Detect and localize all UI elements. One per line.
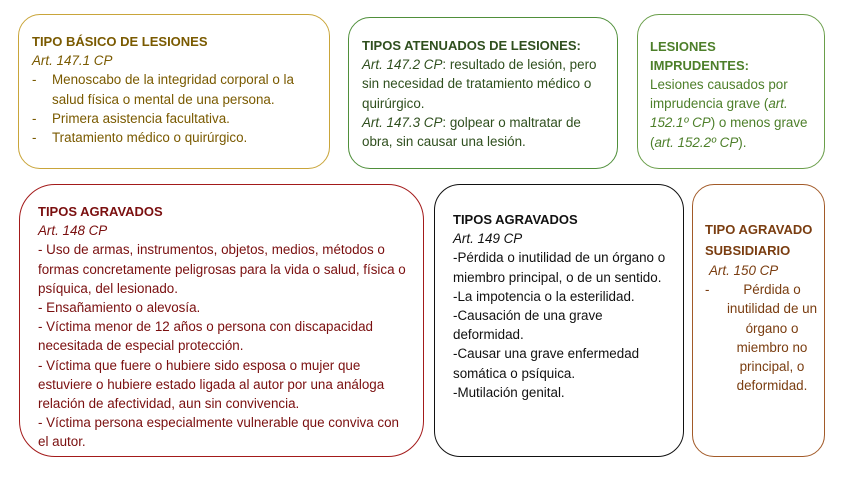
article-reference: Art. 147.3 CP xyxy=(362,114,443,130)
box-title: TIPOS AGRAVADOS xyxy=(38,204,163,219)
article-reference: Art. 148 CP xyxy=(38,223,108,239)
list-item: -Causación de una grave deformidad. xyxy=(453,308,603,343)
list-item: - Menoscabo de la integridad corporal o la salud física o mental de una persona. xyxy=(32,70,319,108)
article-reference: art. 152.1º CP xyxy=(650,96,788,131)
paragraph-text: : resultado de lesión, pero sin necesidad de tratamiento médico o quirúrgico. xyxy=(362,57,597,111)
article-reference: art. 152.2º CP xyxy=(654,134,739,150)
paragraph xyxy=(650,75,814,152)
list-item: - Víctima menor de 12 años o persona con discapacidad necesitada de especial protección. xyxy=(38,319,373,354)
list-item: -La impotencia o la esterilidad. xyxy=(453,288,635,304)
list-item: -Mutilación genital. xyxy=(453,384,565,400)
paragraph xyxy=(362,113,609,151)
paragraph-text: Lesiones causados por imprudencia grave ( xyxy=(650,77,788,112)
item-list xyxy=(705,280,818,395)
paragraph-text: : golpear o maltratar de obra, sin causar una lesión. xyxy=(362,114,581,150)
box-title: TIPOS ATENUADOS DE LESIONES: xyxy=(362,38,581,53)
article-reference: Art. 149 CP xyxy=(453,231,523,247)
box-lesiones-imprudentes xyxy=(637,14,825,169)
article-reference: Art. 147.2 CP xyxy=(362,57,443,73)
list-item: - Víctima persona especialmente vulnerable que conviva con el autor. xyxy=(38,415,400,450)
box-title: TIPO BÁSICO DE LESIONES xyxy=(32,34,208,49)
list-item: - Tratamiento médico o quirúrgico. xyxy=(32,128,319,147)
list-item: -Pérdida o inutilidad de un órgano o miembro principal, o de un sentido. xyxy=(453,250,666,285)
article-reference: Art. 150 CP xyxy=(709,263,779,278)
list-item: - Primera asistencia facultativa. xyxy=(32,109,319,128)
box-title: TIPO AGRAVADO SUBSIDIARIO xyxy=(705,222,813,258)
box-title: LESIONES IMPRUDENTES: xyxy=(650,39,749,73)
box-tipo-basico xyxy=(18,14,330,169)
list-item: -Causar una grave enfermedad somática o psíquica. xyxy=(453,346,640,381)
paragraph xyxy=(362,55,609,113)
article-reference: Art. 147.1 CP xyxy=(32,53,113,69)
box-title: TIPOS AGRAVADOS xyxy=(453,212,578,227)
box-tipos-agravados-149 xyxy=(434,184,684,457)
box-tipos-atenuados xyxy=(348,17,618,169)
list-item: - Pérdida o inutilidad de un órgano o miembro no principal, o deformidad. xyxy=(705,280,818,395)
box-tipos-agravados-148 xyxy=(19,184,424,457)
list-item: - Ensañamiento o alevosía. xyxy=(38,300,201,316)
box-tipo-agravado-subsidiario xyxy=(692,184,825,457)
list-item: - Víctima que fuere o hubiere sido esposa o mujer que estuviere o hubiere estado ligada al autor por una análoga relación de afectividad, aun sin convivencia. xyxy=(38,357,385,412)
item-list xyxy=(32,70,319,147)
paragraph-text: ). xyxy=(738,134,747,150)
list-item: - Uso de armas, instrumentos, objetos, medios, métodos o formas concretamente peligrosas para la vida o salud, física o psíquica, del lesionado. xyxy=(38,242,406,296)
paragraph-text: ) o menos grave ( xyxy=(650,115,808,150)
